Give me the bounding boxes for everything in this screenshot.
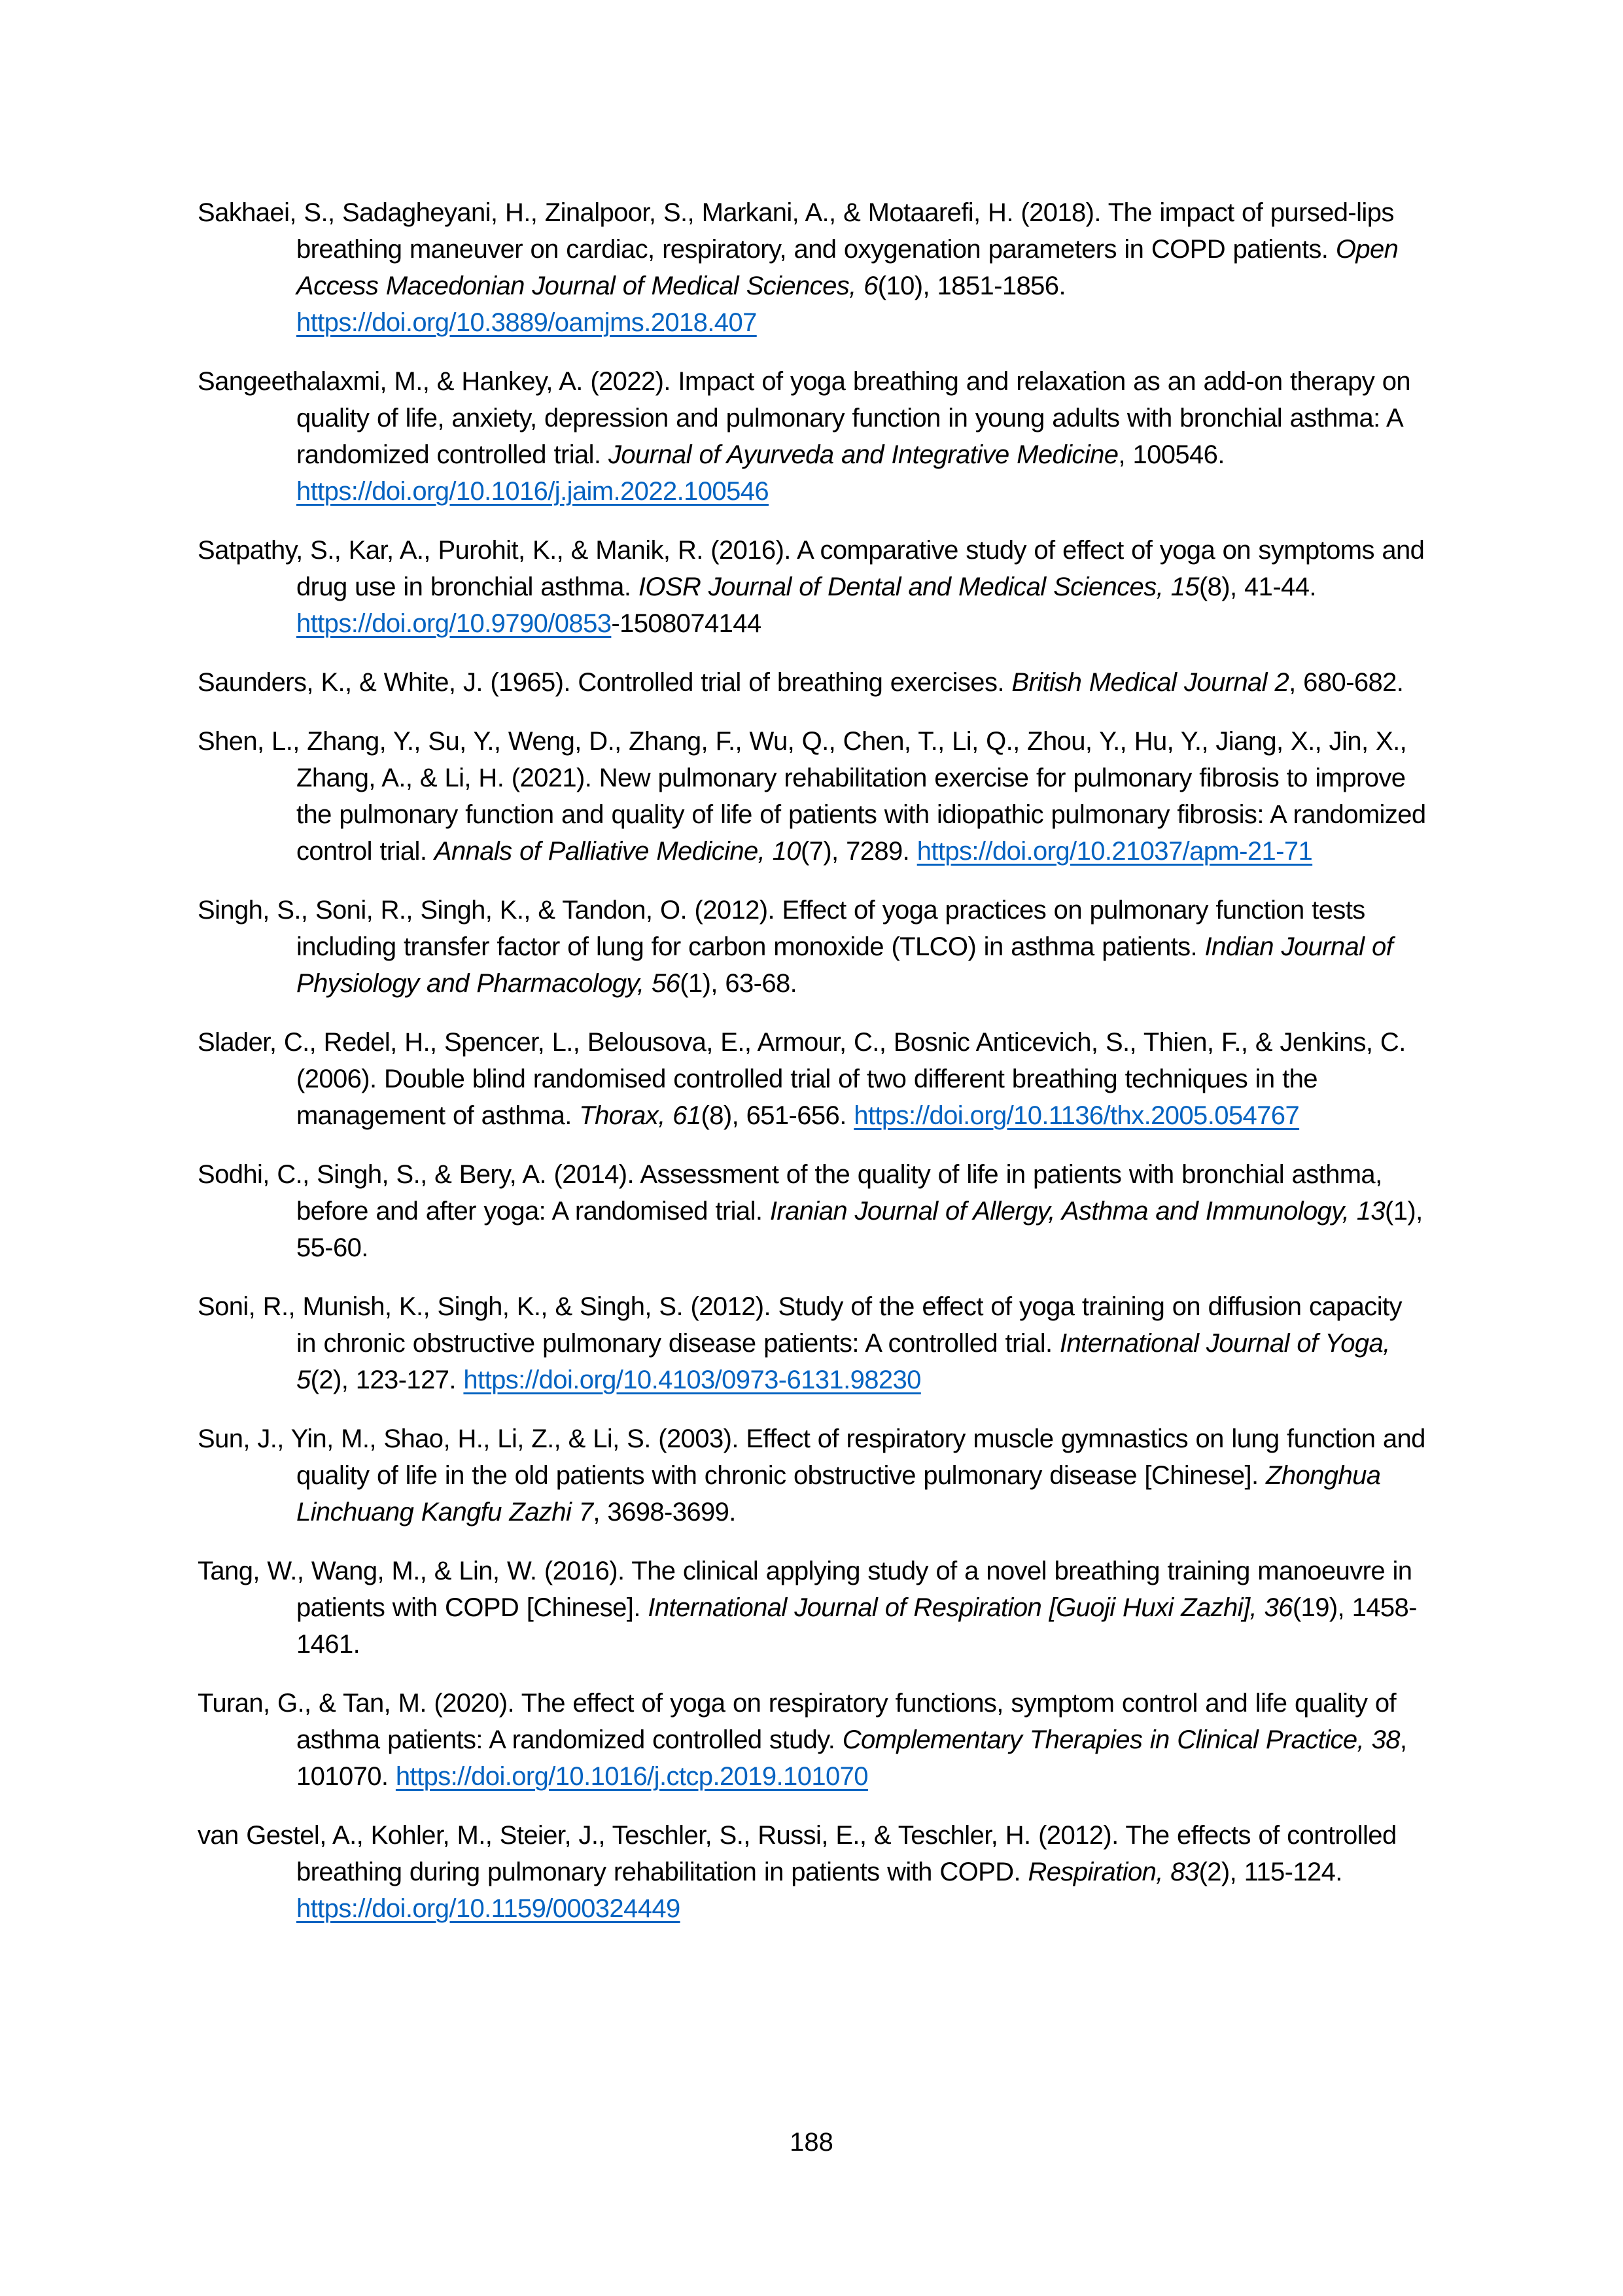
reference-details: (10), 1851-1856. xyxy=(877,272,1066,300)
journal-title: Zhonghua Linchuang Kangfu Zazhi 7 xyxy=(296,1461,1381,1527)
journal-title: International Journal of Respiration [Guoji Huxi Zazhi], 36 xyxy=(648,1593,1293,1622)
reference-citation: Sakhaei, S., Sadagheyani, H., Zinalpoor, S., Markani, A., & Motaarefi, H. (2018). The impact of pursed-lips breathing maneuver on cardiac, respiratory, and oxygenation parameters in COPD patients. xyxy=(198,198,1394,264)
doi-link[interactable]: https://doi.org/10.1016/j.jaim.2022.100546 xyxy=(296,477,769,506)
reference-entry xyxy=(198,1817,1427,1927)
reference-citation: Sun, J., Yin, M., Shao, H., Li, Z., & Li, S. (2003). Effect of respiratory muscle gymnastics on lung function and quality of life in the old patients with chronic obstructive pulmonary disease [Chinese]. xyxy=(198,1424,1425,1490)
reference-citation: Saunders, K., & White, J. (1965). Controlled trial of breathing exercises. xyxy=(198,668,1012,697)
doi-link[interactable]: https://doi.org/10.9790/0853 xyxy=(296,609,612,638)
reference-details: , 680-682. xyxy=(1289,668,1404,697)
reference-entry xyxy=(198,194,1427,341)
reference-entry xyxy=(198,1288,1427,1398)
reference-details: (8), 41-44. xyxy=(1198,573,1316,601)
reference-details: (19), 1458-1461. xyxy=(296,1593,1417,1659)
doi-suffix: -1508074144 xyxy=(611,609,761,638)
journal-title: International Journal of Yoga, 5 xyxy=(296,1329,1390,1394)
reference-entry xyxy=(198,1156,1427,1266)
reference-citation: Soni, R., Munish, K., Singh, K., & Singh, S. (2012). Study of the effect of yoga training on diffusion capacity in chronic obstructive pulmonary disease patients: A controlled trial. xyxy=(198,1292,1402,1358)
reference-citation: van Gestel, A., Kohler, M., Steier, J., Teschler, S., Russi, E., & Teschler, H. (2012). The effects of controlled breathing during pulmonary rehabilitation in patients with COPD. xyxy=(198,1821,1397,1886)
journal-title: Complementary Therapies in Clinical Practice, 38 xyxy=(842,1725,1400,1754)
reference-details: (7), 7289. xyxy=(800,837,917,866)
reference-entry xyxy=(198,532,1427,642)
journal-title: Respiration, 83 xyxy=(1028,1858,1199,1886)
reference-details: (8), 651-656. xyxy=(701,1101,854,1130)
reference-details: (1), 63-68. xyxy=(680,969,797,998)
doi-link[interactable]: https://doi.org/10.21037/apm-21-71 xyxy=(916,837,1313,866)
doi-link[interactable]: https://doi.org/10.1136/thx.2005.054767 xyxy=(854,1101,1300,1130)
reference-details: (1), 55-60. xyxy=(296,1197,1423,1262)
journal-title: British Medical Journal 2 xyxy=(1011,668,1289,697)
reference-entry xyxy=(198,363,1427,510)
reference-citation: Sangeethalaxmi, M., & Hankey, A. (2022). Impact of yoga breathing and relaxation as an add-on therapy on quality of life, anxiety, depression and pulmonary function in young adults with bronchial asthma: A randomized controlled trial. xyxy=(198,367,1411,469)
reference-citation: Shen, L., Zhang, Y., Su, Y., Weng, D., Zhang, F., Wu, Q., Chen, T., Li, Q., Zhou, Y., Hu, Y., Jiang, X., Jin, X., Zhang, A., & Li, H. (2021). New pulmonary rehabilitation exercise for pulmonary fibrosis to improve the pulmonary function and quality of life of patients with idiopathic pulmonary fibrosis: A randomized control trial. xyxy=(198,727,1426,866)
journal-title: Journal of Ayurveda and Integrative Medicine xyxy=(608,440,1119,469)
journal-title: IOSR Journal of Dental and Medical Sciences, 15 xyxy=(638,573,1199,601)
reference-citation: Singh, S., Soni, R., Singh, K., & Tandon, O. (2012). Effect of yoga practices on pulmonary function tests including transfer factor of lung for carbon monoxide (TLCO) in asthma patients. xyxy=(198,896,1365,961)
reference-entry xyxy=(198,664,1427,701)
journal-title: Annals of Palliative Medicine, 10 xyxy=(434,837,801,866)
reference-citation: Satpathy, S., Kar, A., Purohit, K., & Manik, R. (2016). A comparative study of effect of yoga on symptoms and drug use in bronchial asthma. xyxy=(198,536,1425,601)
reference-list xyxy=(198,194,1427,1949)
reference-entry xyxy=(198,1553,1427,1663)
reference-entry xyxy=(198,1685,1427,1795)
reference-citation: Turan, G., & Tan, M. (2020). The effect of yoga on respiratory functions, symptom control and life quality of asthma patients: A randomized controlled study. xyxy=(198,1689,1397,1754)
reference-details: (2), 123-127. xyxy=(310,1366,464,1394)
reference-details: (2), 115-124. xyxy=(1198,1858,1342,1886)
reference-entry xyxy=(198,723,1427,870)
journal-title: Open Access Macedonian Journal of Medical Sciences, 6 xyxy=(296,235,1399,300)
journal-title: Indian Journal of Physiology and Pharmacology, 56 xyxy=(296,932,1393,998)
journal-title: Thorax, 61 xyxy=(579,1101,701,1130)
reference-citation: Slader, C., Redel, H., Spencer, L., Belousova, E., Armour, C., Bosnic Anticevich, S., Thien, F., & Jenkins, C. (2006). Double blind randomised controlled trial of two different breathing techniques in the management of asthma. xyxy=(198,1028,1406,1130)
doi-link[interactable]: https://doi.org/10.4103/0973-6131.98230 xyxy=(463,1366,921,1394)
journal-title: Iranian Journal of Allergy, Asthma and Immunology, 13 xyxy=(769,1197,1386,1226)
reference-details: , 100546. xyxy=(1118,440,1225,469)
reference-entry xyxy=(198,1421,1427,1530)
page-number: 188 xyxy=(790,2128,833,2157)
doi-link[interactable]: https://doi.org/10.1159/000324449 xyxy=(296,1894,680,1923)
reference-details: , 101070. xyxy=(296,1725,1407,1791)
reference-details: , 3698-3699. xyxy=(593,1498,736,1527)
reference-entry xyxy=(198,1024,1427,1134)
reference-citation: Tang, W., Wang, M., & Lin, W. (2016). The clinical applying study of a novel breathing training manoeuvre in patients with COPD [Chinese]. xyxy=(198,1557,1412,1622)
reference-entry xyxy=(198,892,1427,1002)
doi-link[interactable]: https://doi.org/10.1016/j.ctcp.2019.101070 xyxy=(395,1762,868,1791)
doi-link[interactable]: https://doi.org/10.3889/oamjms.2018.407 xyxy=(296,308,757,337)
reference-citation: Sodhi, C., Singh, S., & Bery, A. (2014). Assessment of the quality of life in patients with bronchial asthma, before and after yoga: A randomised trial. xyxy=(198,1160,1382,1226)
